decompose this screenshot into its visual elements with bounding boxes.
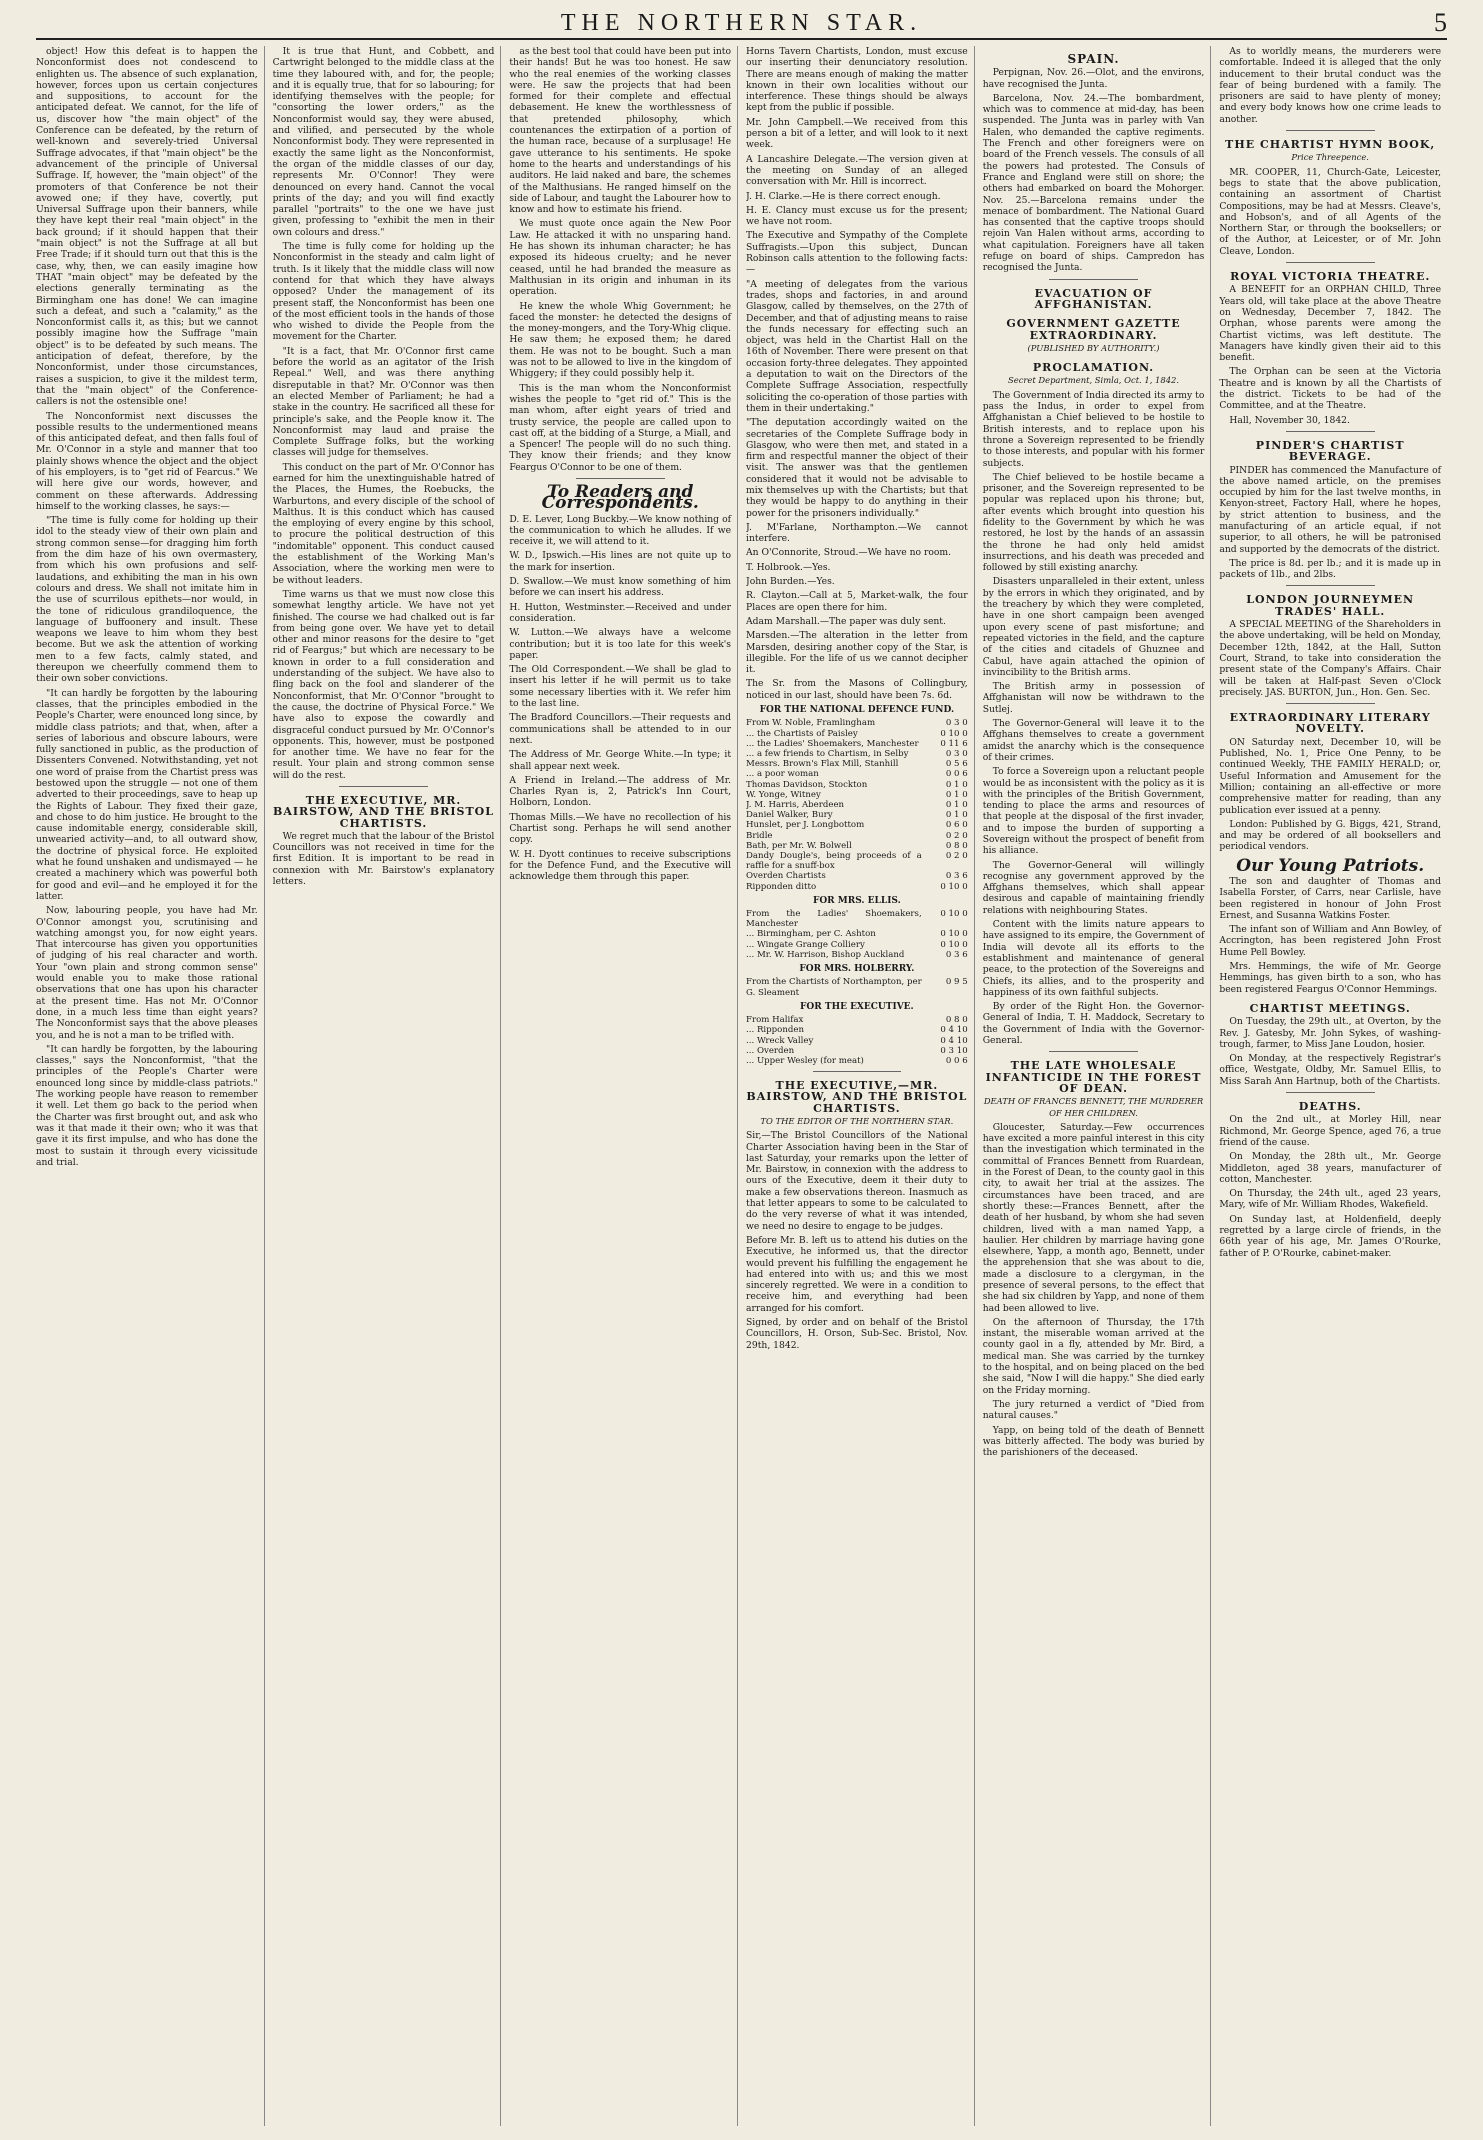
article-paragraph: The Chief believed to be hostile became a prisoner, and the Sovereign represented to be popular was replaced upon his throne; but, after events which brought into question his fidelity to the Government by which he was restored, he lost by the hands of an assassin the throne he had only held amidst insurrections, and his death was preceded and followed by still existing anarchy. [982, 471, 1205, 574]
advert-heading: THE CHARTIST HYMN BOOK, [1225, 138, 1436, 152]
advert-heading: ROYAL VICTORIA THEATRE. [1230, 270, 1431, 284]
correspondent-note: H. Hutton, Westminster.—Received and under consideration. [509, 601, 732, 624]
fund-donor: From the Ladies' Shoemakers, Manchester [746, 909, 922, 930]
fund-row [746, 940, 968, 950]
fund-donor: Dandy Dougle's, being proceeds of a raffle for a snuff-box [746, 850, 922, 872]
section-heading: THE EXECUTIVE,—MR. BAIRSTOW, AND THE BRISTOL CHARTISTS. [746, 1079, 968, 1115]
section-subheading: DEATH OF FRANCES BENNETT, THE MURDERER OF HER CHILDREN. [983, 1096, 1204, 1118]
fund-donor: W. Yonge, Witney [746, 789, 821, 800]
fund-amount: 0 10 0 [940, 728, 968, 739]
fund-amount: 0 0 6 [945, 769, 968, 780]
fund-amount: 0 3 6 [945, 949, 968, 960]
fund-heading: FOR MRS. ELLIS. [812, 895, 901, 906]
section-subheading: GOVERNMENT GAZETTE EXTRAORDINARY. [1006, 317, 1181, 342]
advert-text: A SPECIAL MEETING of the Shareholders in the above undertaking, will be held on Monday, December 12th, 1842, at the Hall, Sutton Court, Strand, to take into consideration the present state of the Company's Affairs. Chair will be taken at Half-past Seven o'Clock precisely. JAS. BURTON, Jun., Hon. Gen. Sec. [1219, 619, 1442, 698]
fund-row [746, 882, 968, 892]
article-paragraph: We must quote once again the New Poor Law. He attacked it with no unsparing hand. He has shown its inhuman character; he has exposed its hideous cruelty; and he never ceased, until he had branded the measure as Malthusian in its origin and inhuman in its operation. [509, 218, 732, 298]
article-paragraph: The Government of India directed its army to pass the Indus, in order to expel from Affghanistan a Chief believed to be hostile to British interests, and to replace upon his throne a Sovereign represented to be friendly to those interests, and popular with his former subjects. [982, 389, 1205, 469]
fund-donor: Daniel Walker, Bury [746, 810, 833, 821]
fund-donor: From the Chartists of Northampton, per G. Sleament [746, 977, 922, 998]
fund-donor: Bridle [746, 830, 773, 841]
column-2 [273, 46, 502, 2126]
divider [1049, 1051, 1138, 1052]
column-4 [746, 46, 975, 2126]
fund-donor: ... Mr. W. Harrison, Bishop Auckland [746, 949, 905, 960]
fund-donor: Thomas Davidson, Stockton [746, 779, 868, 790]
fund-donor: ... Birmingham, per C. Ashton [746, 929, 876, 940]
article-paragraph: "The deputation accordingly waited on the secretaries of the Complete Suffrage body in Glasgow, who were then met, and stated in a firm and respectful manner the object of their visit. The answer was that the gentlemen considered that it would not be advisable to mix themselves up with the Chartists; but that they would be happy to do anything in their power for the prisoners individually." [746, 417, 968, 519]
fund-row [746, 1036, 968, 1046]
divider [1286, 130, 1375, 131]
advert-text: The Orphan can be seen at the Victoria Theatre and is known by all the Chartists of the district. Tickets to be had of the Committee, and at the Theatre. [1219, 366, 1442, 412]
fund-amount: 0 6 0 [945, 820, 968, 831]
fund-amount: 0 3 0 [945, 718, 968, 729]
column-6 [1219, 46, 1447, 2126]
correspondent-note: The Old Correspondent.—We shall be glad to insert his letter if he will permit us to take some necessary liberties with it. We refer him to the last line. [509, 664, 732, 710]
fund-row [746, 909, 968, 929]
fund-amount: 0 10 0 [940, 909, 968, 920]
article-paragraph: "It is a fact, that Mr. O'Connor first came before the world as an agitator of the Irish Repeal." Well, and was there anything disreputable in that? Mr. O'Connor was then an elected Member of Parliament; he had a stake in the country. He sacrificed all these for principle's sake, and the People know it. The Nonconformist may laud and praise the Complete Suffrage folks, but the working classes will judge for themselves. [272, 345, 495, 459]
fund-row [746, 800, 968, 810]
section-heading: THE LATE WHOLESALE INFANTICIDE IN THE FOREST OF DEAN. [985, 1059, 1202, 1095]
fund-donor: ... the Chartists of Paisley [746, 728, 858, 739]
divider [576, 478, 665, 479]
correspondent-note: Adam Marshall.—The paper was duly sent. [746, 615, 946, 627]
section-subheading: Secret Department, Simla, Oct. 1, 1842. [1008, 375, 1180, 386]
article-paragraph: Mrs. Hemmings, the wife of Mr. George Hemmings, has given birth to a son, who has been registered Feargus O'Connor Hemmings. [1219, 961, 1442, 995]
fund-amount: 0 1 0 [945, 789, 968, 800]
fund-donor: ... Overden [746, 1045, 795, 1056]
correspondent-note: Horns Tavern Chartists, London, must excuse our inserting their denunciatory resolution. There are means enough of making the matter known in their own localities without our interference. These things should be always kept from the public if possible. [746, 46, 968, 114]
article-paragraph: Before Mr. B. left us to attend his duties on the Executive, he informed us, that the director would prevent his fulfilling the engagement he had entered into with us; and this we most sincerely regretted. We were in a condition to receive him, and everything had been arranged for his comfort. [746, 1234, 968, 1314]
fund-donor: Ripponden ditto [746, 881, 817, 892]
fund-heading: FOR THE EXECUTIVE. [800, 1001, 914, 1012]
fund-amount: 0 10 0 [940, 881, 968, 892]
fund-row [746, 749, 968, 759]
advert-heading: EXTRAORDINARY LITERARY NOVELTY. [1229, 711, 1431, 736]
fund-amount: 0 4 10 [940, 1025, 968, 1036]
correspondent-note: John Burden.—Yes. [746, 576, 835, 588]
divider [1286, 431, 1375, 432]
fund-amount: 0 2 0 [945, 850, 968, 861]
advert-subheading: Price Threepence. [1291, 152, 1369, 163]
fund-amount: 0 8 0 [945, 1015, 968, 1026]
article-paragraph: On Thursday, the 24th ult., aged 23 years, Mary, wife of Mr. William Rhodes, Wakefield. [1219, 1188, 1442, 1211]
young-patriots-heading: Our Young Patriots. [1236, 855, 1425, 876]
correspondent-note: An O'Connorite, Stroud.—We have no room. [746, 547, 952, 559]
article-paragraph: Signed, by order and on behalf of the Bristol Councillors, H. Orson, Sub-Sec. Bristol, Nov. 29th, 1842. [746, 1317, 968, 1351]
fund-row [746, 810, 968, 820]
section-heading: EVACUATION OF AFFGHANISTAN. [1034, 286, 1153, 311]
fund-row [746, 831, 968, 841]
article-paragraph: On Monday, at the respectively Registrar's office, Westgate, Oldby, Mr. Samuel Ellis, to Miss Sarah Ann Hartnup, both of the Chartists. [1219, 1053, 1442, 1087]
advert-text: ON Saturday next, December 10, will be Published, No. 1, Price One Penny, to be continued Weekly, THE FAMILY HERALD; or, Useful Information and Amusement for the Million; containing an all-effective or more comprehensive matter for reading, than any publication ever issued at a penny. [1219, 736, 1442, 816]
correspondent-note: A Friend in Ireland.—The address of Mr. Charles Ryan is, 2, Patrick's Inn Court, Holborn, London. [509, 774, 732, 809]
fund-row [746, 929, 968, 939]
correspondent-note: Marsden.—The alteration in the letter from Marsden, desiring another copy of the Star, is illegible. For the life of us we cannot decipher it. [746, 630, 968, 676]
correspondent-note: J. H. Clarke.—He is there correct enough. [746, 190, 941, 202]
divider [1049, 279, 1138, 280]
fund-row [746, 871, 968, 881]
fund-donor: ... a poor woman [746, 769, 819, 780]
article-paragraph: Sir,—The Bristol Councillors of the National Charter Association having been in the Star of last Saturday, your remarks upon the letter of Mr. Bairstow, in connexion with the address to ours of the Executive, deem it their duty to make a few observations thereon. Inasmuch as that letter appears to some to be calculated to do the very reverse of what it was intended, we need no desire to engage to be judges. [746, 1130, 968, 1232]
article-paragraph: Content with the limits nature appears to have assigned to its empire, the Government of India will devote all its efforts to the establishment and maintenance of general peace, to the protection of the Sovereigns and Chiefs, its allies, and to the prosperity and happiness of its own faithful subjects. [982, 919, 1205, 998]
article-paragraph: On Monday, the 28th ult., Mr. George Middleton, aged 38 years, manufacturer of cotton, Manchester. [1219, 1151, 1442, 1185]
article-paragraph: "The time is fully come for holding up their idol to the steady view of their own plain and strong common sense—for dragging him forth from the dim haze of his own overmastery, from which his own profusions and self-laudations, and exhibiting the man in his own colours and dress. We shall not imitate him in the use of scurrilous epithets—nor would, in the tone of ridiculous grandiloquence, the language of buffoonery and insult. These weapons we leave to him whom they best become. But we ask the attention of working men to a few facts, calmly stated, and thereupon we cheerfully commend them to their own sober convictions. [36, 515, 258, 685]
article-paragraph: "It can hardly be forgotten, by the labouring classes," says the Nonconformist, "that the principles of the People's Charter were enounced long since by middle-class patriots." The working people have reason to remember it well. Let them go back to the period when the Charter was first brought out, and ask who was it that made it their own; who it was that gave it its first impulse, and who has done the most to sustain it through every vicissitude and trial. [36, 1043, 258, 1168]
section-heading: CHARTIST MEETINGS. [1249, 1001, 1411, 1015]
article-paragraph: as the best tool that could have been put into their hands! But he was too honest. He saw who the real enemies of the working classes were. He saw the projects that had been formed for their complete and effectual debasement. He knew the worthlessness of that pretended philosophy, which countenances the extirpation of a portion of the human race, because of a surplusage! He gave utterance to his sentiments. He spoke home to the hearts and understandings of his auditors. He laid naked and bare, the schemes of the Malthusians. He ranged himself on the side of Labour, and taught the Labourer how to know and how to estimate his friend. [509, 46, 732, 216]
article-paragraph: By order of the Right Hon. the Governor-General of India, T. H. Maddock, Secretary to the Government of India with the Governor-General. [982, 1001, 1205, 1047]
fund-row [746, 820, 968, 830]
section-heading: DEATHS. [1298, 1100, 1362, 1114]
fund-row [746, 718, 968, 728]
section-subheading: TO THE EDITOR OF THE NORTHERN STAR. [760, 1116, 954, 1126]
article-paragraph: "It can hardly be forgotten by the labouring classes, that the principles embodied in the People's Charter, were enounced long since, by middle class patriots; and that, when, after a series of laborious and obscure labours, were fully sanctioned in public, as the production of Dissenters Convened. Notwithstanding, yet not one word of praise from the Chartist press was bestowed upon the struggle — not one of them adverted to their proceedings, save to heap up the Rights of Labour. They fixed their gaze, and chose to do him justice. He brought to the cause indomitable energy, considerable skill, unwearied activity—and, to all outward show, the doctrine of physical force. He exploited what he found unshaken and undismayed — he created a machinery which was powerful both for good and evil—and he employed it for the latter. [36, 687, 258, 902]
fund-donor: ... Ripponden [746, 1025, 804, 1036]
fund-row [746, 790, 968, 800]
fund-amount: 0 9 5 [945, 977, 968, 988]
fund-amount: 0 11 6 [940, 738, 968, 749]
fund-amount: 0 3 0 [945, 748, 968, 759]
advert-text: London: Published by G. Biggs, 421, Strand, and may be ordered of all booksellers and periodical vendors. [1219, 818, 1442, 853]
columns [36, 46, 1447, 2126]
correspondent-note: H. E. Clancy must excuse us for the present; we have not room. [746, 204, 968, 228]
fund-amount: 0 10 0 [940, 939, 968, 950]
article-paragraph: Perpignan, Nov. 26.—Olot, and the environs, have recognised the Junta. [982, 67, 1205, 90]
correspondent-note: Thomas Mills.—We have no recollection of his Chartist song. Perhaps he will send another copy. [509, 811, 732, 846]
article-paragraph: The Governor-General will leave it to the Affghans themselves to create a government amidst the anarchy which is the consequence of their crimes. [982, 718, 1205, 763]
fund-amount: 0 2 0 [945, 830, 968, 841]
column-3 [509, 46, 738, 2126]
fund-row [746, 1015, 968, 1025]
fund-row [746, 759, 968, 769]
article-paragraph: The son and daughter of Thomas and Isabella Forster, of Carrs, near Carlisle, have been registered in honour of John Frost Ernest, and Susanna Watkins Foster. [1219, 876, 1442, 921]
correspondent-note: The Sr. from the Masons of Collingbury, noticed in our last, should have been 7s. 6d. [746, 678, 968, 701]
article-paragraph: On Tuesday, the 29th ult., at Overton, by the Rev. J. Gatesby, Mr. John Sykes, of washing-trough, farmer, to Miss Jane Loudon, hosier. [1219, 1016, 1442, 1050]
fund-donor: From W. Noble, Framlingham [746, 718, 876, 729]
fund-donor: Bath, per Mr. W. Bolwell [746, 840, 852, 851]
fund-amount: 0 3 6 [945, 871, 968, 882]
advert-heading: LONDON JOURNEYMEN TRADES' HALL. [1246, 593, 1415, 618]
divider [1286, 585, 1375, 586]
article-paragraph: object! How this defeat is to happen the Nonconformist does not condescend to enlighten us. The absence of such explanation, however, forces upon us certain conjectures and suppositions, to account for the anticipated defeat. We cannot, for the life of us, discover how "the main object" of the Conference can be defeated, by the return of well-known and severely-tried Universal Suffrage advocates, if that "main object" be the advancement of the principle of Universal Suffrage. If, however, the "main object" of the promoters of that Conference be not their avowed one; if they have, covertly, put Universal Suffrage upon their banners, while they have kept their real "main object" in the back ground; if it should happen that their "main object" is not the Suffrage at all but Free Trade; if it should turn out that this is the case, why, then, we can easily imagine how THAT "main object" may be defeated by the elections generally terminating as the Birmingham one has done! We can imagine such a defeat, and such a "calamity," as the Nonconformist calls it, as this; but we cannot possibly imagine how the Suffrage "main object" is to be defeated by such means. The anticipation of defeat, therefore, by the Nonconformist, under those circumstances, raises a suspicion, to give it the mildest term, that the "main object" of the Conference-callers is not the ostensible one! [36, 46, 258, 408]
article-paragraph: The time is fully come for holding up the Nonconformist in the steady and calm light of truth. Is it likely that the middle class will now contend for that which they have always opposed? Under the management of its present staff, the Nonconformist has been one of the most efficient tools in the hands of those who wished to divide the People from the movement for the Charter. [272, 241, 495, 343]
divider [1286, 262, 1375, 263]
fund-heading: FOR MRS. HOLBERRY. [799, 964, 915, 975]
correspondent-note: W. Lutton.—We always have a welcome contribution; but it is too late for this week's paper. [509, 627, 732, 661]
fund-row [746, 950, 968, 960]
fund-donor: Hunslet, per J. Longbottom [746, 820, 865, 831]
article-paragraph: This is the man whom the Nonconformist wishes the people to "get rid of." This is the man whom, after eight years of tried and trusty service, the people are called upon to cast off, at the bidding of a Sturge, a Miall, and a Spencer! The people will do no such thing. They know their friends; and they know Feargus O'Connor to be one of them. [509, 382, 732, 473]
section-heading: THE EXECUTIVE, MR. BAIRSTOW, AND THE BRISTOL CHARTISTS. [273, 794, 494, 830]
section-subheading: (PUBLISHED BY AUTHORITY.) [1027, 342, 1160, 353]
article-paragraph: Barcelona, Nov. 24.—The bombardment, which was to commence at mid-day, has been suspended. The Junta was in parley with Van Halen, who demanded the captive regiments. The French and other foreigners were on board of the French vessels. The consuls of all the powers had protested. The Consuls of France and England were still on shore; the others had embarked on board the Mohorger. Nov. 25.—Barcelona remains under the menace of bombardment. The National Guard has consented that the captive troops should rejoin Van Halen without arms, according to what capitulation. Foreigners have all taken refuge on board of ships. Campredon has recognised the Junta. [982, 92, 1205, 274]
fund-donor: ... Upper Wesley (for meat) [746, 1055, 864, 1066]
correspondents-list [509, 514, 731, 883]
article-paragraph: He knew the whole Whig Government; he faced the monster: he detected the designs of the money-mongers, and the Tory-Whig clique. He saw them; he exposed them; he dared them. He was not to be bought. Such a man was not to be allowed to live in the kingdom of Whiggery; if they could possibly help it. [509, 300, 732, 380]
fund-table [746, 718, 968, 891]
article-paragraph: On Sunday last, at Holdenfield, deeply regretted by a large circle of friends, in the 66th year of his age, Mr. James O'Rourke, father of P. O'Rourke, cabinet-maker. [1219, 1213, 1442, 1259]
divider [1286, 1092, 1375, 1093]
fund-donor: From Halifax [746, 1015, 804, 1026]
article-paragraph: As to worldly means, the murderers were comfortable. Indeed it is alleged that the only inducement to their brutal conduct was the fear of being burdened with a family. The prisoners are said to have plenty of money; and every body knows how one crime leads to another. [1219, 46, 1442, 125]
correspondent-note: The Bradford Councillors.—Their requests and communications shall be attended to in our next. [509, 712, 732, 746]
divider [813, 1071, 902, 1072]
column-5 [983, 46, 1212, 2126]
advert-text: Hall, November 30, 1842. [1229, 414, 1350, 426]
divider [339, 786, 428, 787]
fund-row [746, 1056, 968, 1066]
masthead [36, 8, 1447, 40]
fund-row [746, 841, 968, 851]
fund-row [746, 1025, 968, 1035]
correspondent-note: Mr. John Campbell.—We received from this person a bit of a letter, and will look to it next week. [746, 116, 968, 151]
article-paragraph: On the afternoon of Thursday, the 17th instant, the miserable woman arrived at the county gaol in a fly, attended by Mr. Bird, a medical man. She was carried by the turnkey to the hospital, and on being placed on the bed she said, "Now I will die happy." She died early on the Friday morning. [982, 1316, 1205, 1396]
fund-donor: ... the Ladies' Shoemakers, Manchester [746, 738, 919, 749]
fund-row [746, 780, 968, 790]
article-paragraph: "A meeting of delegates from the various trades, shops and factories, in and around Glasgow, called by themselves, on the 27th of December, and that of adjusting means to raise the funds necessary for effecting such an object, was held in the Chartist Hall on the 16th of November. There were present on that occasion forty-three delegates. They appointed a deputation to wait on the Directors of the Complete Suffrage Association, respectfully soliciting the co-operation of those parties with them in their undertaking." [746, 278, 968, 414]
fund-heading: FOR THE NATIONAL DEFENCE FUND. [759, 705, 955, 716]
article-paragraph: The Governor-General will willingly recognise any government approved by the Affghans themselves, which shall appear desirous and capable of maintaining friendly relations with neighbouring States. [982, 859, 1205, 916]
fund-donor: ... a few friends to Chartism, in Selby [746, 748, 909, 759]
fund-table [746, 909, 968, 960]
section-heading: SPAIN. [1067, 52, 1120, 66]
article-paragraph: This conduct on the part of Mr. O'Connor has earned for him the unextinguishable hatred of the Places, the Humes, the Roebucks, the Warburtons, and every disciple of the school of Malthus. It is this conduct which has caused the employing of every engine by this school, to procure the political destruction of this "indomitable" opponent. This conduct caused the establishment of the Working Man's Association, where the working men were to be without leaders. [272, 461, 495, 586]
correspondent-note: A Lancashire Delegate.—The version given at the meeting on Sunday of an alleged conversation with Mr. Hill is incorrect. [746, 153, 968, 188]
correspondent-note: J. M'Farlane, Northampton.—We cannot interfere. [746, 521, 968, 545]
fund-donor: ... Wreck Valley [746, 1035, 814, 1046]
correspondent-note: R. Clayton.—Call at 5, Market-walk, the four Places are open there for him. [746, 590, 968, 613]
article-paragraph: The Nonconformist next discusses the possible results to the undermentioned means of this anticipated defeat, and then falls foul of Mr. O'Connor in a style and manner that too plainly shows whence the object and the object of his employers, is to "get rid of Fearcus." We will here give our words, however, and comment on these afterwards. Addressing himself to the working classes, he says:— [36, 410, 258, 512]
fund-amount: 0 10 0 [940, 929, 968, 940]
fund-row [746, 729, 968, 739]
advert-text: The price is 8d. per lb.; and it is made up in packets of 1lb., and 2lbs. [1219, 557, 1442, 581]
fund-row [746, 769, 968, 779]
column-1 [36, 46, 265, 2126]
fund-donor: Overden Chartists [746, 871, 826, 882]
advert-text: PINDER has commenced the Manufacture of the above named article, on the premises occupied by him for the last twelve months, in Kenyon-street, Factory Hall, where he hopes, by strict attention to business, and the manufacturing of an article equal, if not superior, to all others, he will be patronised and supported by the democrats of the district. [1219, 464, 1442, 555]
fund-amount: 0 1 0 [945, 779, 968, 790]
correspondent-note: T. Holbrook.—Yes. [746, 561, 831, 573]
fund-amount: 0 1 0 [945, 810, 968, 821]
correspondent-note: W. H. Dyott continues to receive subscriptions for the Defence Fund, and the Executive will acknowledge them through this paper. [509, 848, 732, 883]
article-paragraph: To force a Sovereign upon a reluctant people would be as inconsistent with the policy as it is with the principles of the British Government, tending to place the arms and resources of that people at the disposal of the first invader, and to impose the burden of supporting a Sovereign without the prospect of benefit from his alliance. [982, 766, 1205, 857]
correspondents-heading: To Readers and Correspondents. [541, 481, 699, 514]
article-paragraph: Time warns us that we must now close this somewhat lengthy article. We have not yet finished. The course we had chalked out is far from being gone over. We have yet to detail other and minor reasons for the desire to "get rid of Feargus;" but which are necessary to be known in order to a full consideration and understanding of the subject. We have also to fling back on the fool and slanderer of the Nonconformist, that Mr. O'Connor "brought to the cause, the doctrine of Physical Force." We have also to expose the cowardly and disgraceful conduct pursued by Mr. O'Connor's opponents. This, however, must be postponed for another time. We have no fear for the result. Your plain and strong common sense will do the rest. [272, 588, 495, 781]
article-paragraph: It is true that Hunt, and Cobbett, and Cartwright belonged to the middle class at the time they laboured with, and for, the people; and it is equally true, that for so labouring; for identifying themselves with the people; for "consorting the lower orders," as the Nonconformist would say, they were abused, and vilified, and persecuted by the whole Nonconformist body. They were represented in exactly the same light as the Nonconformist, the organ of the middle classes of our day, represents Mr. O'Connor! They were denounced on every hand. Cannot the vocal prints of the day; and you will find exactly parallel "portraits" to the one we have just given, professing to "exhibit the men in their own colours and dress." [272, 46, 495, 238]
fund-table [746, 977, 968, 997]
article-paragraph: Now, labouring people, you have had Mr. O'Connor amongst you, scrutinising and watching amongst you, for now eight years. That intercourse has given you opportunities of judging of his real character and worth. Your "own plain and strong common sense" would enable you to make those rational observations that one has upon his character at the present time. Has not Mr. O'Connor done, in a much less time than eight years? The Nonconformist says that the above pleases you, and he is not a man to be trifled with. [36, 905, 258, 1041]
advert-text: A BENEFIT for an ORPHAN CHILD, Three Years old, will take place at the above Theatre on Wednesday, December 7, 1842. The Orphan, whose parents were among the Chartist victims, was left destitute. The Managers have kindly given their aid to this benefit. [1219, 284, 1442, 364]
correspondent-note: D. E. Lever, Long Buckby.—We know nothing of the communication to which he alludes. If we receive it, we will attend to it. [509, 513, 732, 548]
correspondent-note: The Address of Mr. George White.—In type; it shall appear next week. [509, 749, 732, 772]
fund-amount: 0 4 10 [940, 1035, 968, 1046]
fund-amount: 0 8 0 [945, 840, 968, 851]
page-number: 5 [1434, 8, 1447, 37]
fund-donor: J. M. Harris, Aberdeen [746, 799, 845, 810]
article-paragraph: The infant son of William and Ann Bowley, of Accrington, has been registered John Frost Hume Pell Bowley. [1219, 924, 1442, 958]
advert-text: MR. COOPER, 11, Church-Gate, Leicester, begs to state that the above publication, containing an assortment of Chartist Compositions, may be had at Messrs. Cleave's, and Hobson's, and of all Agents of the Northern Star, or through the booksellers; or of the Author, at Leicester, or of Mr. John Cleave, London. [1219, 166, 1442, 257]
fund-row [746, 977, 968, 997]
correspondent-note: W. D., Ipswich.—His lines are not quite up to the mark for insertion. [509, 550, 732, 573]
article-paragraph: The jury returned a verdict of "Died from natural causes." [982, 1398, 1205, 1422]
article-paragraph: Disasters unparalleled in their extent, unless by the errors in which they originated, and by the treachery by which they were completed, have in one short campaign been avenged upon every scene of past misfortune; and repeated victories in the field, and the capture of the cities and citadels of Ghuznee and Cabul, have again attached the opinion of invincibility to the British arms. [982, 576, 1205, 678]
fund-donor: Messrs. Brown's Flax Mill, Stanhill [746, 759, 899, 770]
fund-donor: ... Wingate Grange Colliery [746, 939, 865, 950]
divider [1286, 703, 1375, 704]
article-paragraph: Gloucester, Saturday.—Few occurrences have excited a more painful interest in this city than the investigation which terminated in the committal of Frances Bennett from Ruardean, in the Forest of Dean, to the county gaol in this city, to await her trial at the assizes. The circumstances have been traced, and are shortly these:—Frances Bennett, after the death of her husband, by whom she had seven children, lived with a man named Yapp, a haulier. Her children by marriage having gone elsewhere, Yapp, a month ago, Bennett, under the apprehension that she was about to die, made a disclosure to a clergyman, in the presence of several persons, to the effect that she had six children by Yapp, and none of them had been allowed to live. [982, 1121, 1205, 1314]
fund-amount: 0 1 0 [945, 799, 968, 810]
fund-amount: 0 5 6 [945, 759, 968, 770]
newspaper-title: THE NORTHERN STAR. [560, 10, 923, 36]
fund-amount: 0 3 10 [940, 1045, 968, 1056]
section-subheading: PROCLAMATION. [1032, 361, 1155, 375]
correspondent-note: The Executive and Sympathy of the Complete Suffragists.—Upon this subject, Duncan Robinson calls attention to the following facts:— [746, 230, 968, 276]
fund-table [746, 1015, 968, 1066]
fund-row [746, 1046, 968, 1056]
advert-heading: PINDER'S CHARTIST BEVERAGE. [1255, 438, 1405, 464]
fund-amount: 0 0 6 [945, 1055, 968, 1066]
article-paragraph: On the 2nd ult., at Morley Hill, near Richmond, Mr. George Spence, aged 76, a true friend of the cause. [1219, 1114, 1442, 1148]
fund-row [746, 739, 968, 749]
article-paragraph: The British army in possession of Affghanistan will now be withdrawn to the Sutlej. [982, 681, 1205, 715]
fund-row [746, 851, 968, 871]
article-paragraph: We regret much that the labour of the Bristol Councillors was not received in time for the first Edition. It is important to be read in connexion with Mr. Bairstow's explanatory letters. [272, 830, 495, 888]
correspondent-note: D. Swallow.—We must know something of him before we can insert his address. [509, 576, 732, 599]
article-paragraph: Yapp, on being told of the death of Bennett was bitterly affected. The body was buried by the parishioners of the deceased. [982, 1424, 1205, 1459]
